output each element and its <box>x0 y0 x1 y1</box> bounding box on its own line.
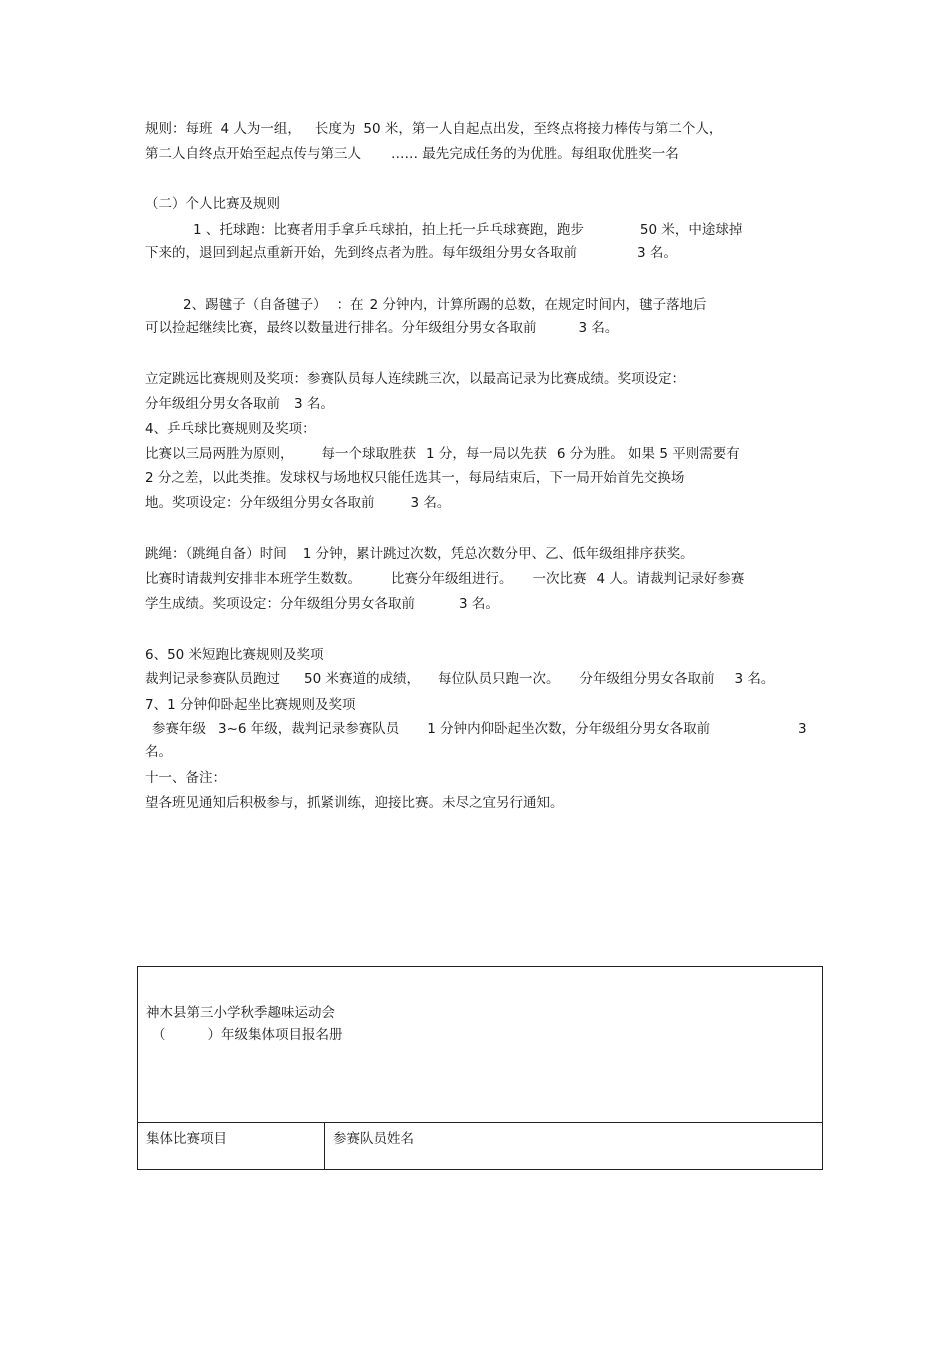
text-segment: 6 分为胜。 如果 5 平则需要有 <box>556 446 740 462</box>
column-header-members: 参赛队员姓名 <box>333 1131 414 1147</box>
text-segment: 3 名。 <box>410 495 451 511</box>
form-title: 神木县第三小学秋季趣味运动会 <box>146 1005 335 1021</box>
text-segment: 比赛分年级组进行。 <box>391 571 513 587</box>
sprint-line-1 <box>145 671 774 687</box>
text-segment: 分年级组分男女各取前 <box>579 671 715 687</box>
text-segment: 一次比赛 <box>532 571 587 587</box>
situps-line-2: 名。 <box>145 744 172 760</box>
pingpong-run-line-1 <box>193 222 742 238</box>
text-segment: 规则：每班 <box>145 121 213 137</box>
long-jump-line-2 <box>145 396 334 412</box>
table-tennis-line-3 <box>145 495 450 511</box>
text-segment: 3 名。 <box>734 671 775 687</box>
situps-line-1-tail: 3 <box>798 721 807 737</box>
text-segment: 4 人。请裁判记录好参赛 <box>596 571 745 587</box>
rope-line-3 <box>145 596 499 612</box>
text-segment: 长度为 <box>314 121 356 137</box>
text-segment: 1 、托球跑：比赛者用手拿乒乓球拍，拍上托一乒乓球赛跑，跑步 <box>193 222 584 238</box>
text-segment: 1 分，每一局以先获 <box>426 446 547 462</box>
table-tennis-title: 4、乒乓球比赛规则及奖项： <box>145 421 316 437</box>
text-segment: ：在 <box>336 297 364 313</box>
text-segment: 跳绳：（跳绳自备）时间 <box>145 546 287 562</box>
text-segment: 比赛时请裁判安排非本班学生数数。 <box>145 571 361 587</box>
relay-rule-line-1 <box>145 121 722 137</box>
text-segment: 50 米，中途球掉 <box>639 222 743 238</box>
column-header-event: 集体比赛项目 <box>146 1131 227 1147</box>
text-segment: 学生成绩。奖项设定：分年级组分男女各取前 <box>145 596 415 612</box>
long-jump-line-1: 立定跳远比赛规则及奖项：参赛队员每人连续跳三次，以最高记录为比赛成绩。奖项设定： <box>145 371 685 387</box>
pingpong-run-line-2 <box>145 245 677 261</box>
text-segment: 1 分钟内仰卧起坐次数，分年级组分男女各取前 <box>427 721 711 737</box>
rope-line-2 <box>145 571 744 587</box>
shuttlecock-line-1 <box>183 297 706 313</box>
table-tennis-line-2: 2 分之差，以此类推。发球权与场地权只能任选其一，每局结束后，下一局开始首先交换场 <box>145 470 685 486</box>
notes-line-1: 望各班见通知后积极参与，抓紧训练，迎接比赛。未尽之宜另行通知。 <box>145 795 564 811</box>
text-segment: 可以捡起继续比赛，最终以数量进行排名。分年级组分男女各取前 <box>145 320 537 336</box>
text-segment: 分年级组分男女各取前 <box>145 396 280 412</box>
table-tennis-line-1 <box>145 446 740 462</box>
text-segment: 1 分钟，累计跳过次数，凭总次数分甲、乙、低年级组排序获奖。 <box>302 546 694 562</box>
text-segment: 比赛以三局两胜为原则， <box>145 446 294 462</box>
text-segment: 2、踢毽子（自备毽子） <box>183 297 327 313</box>
text-segment: 2 分钟内，计算所踢的总数，在规定时间内，毽子落地后 <box>369 297 707 313</box>
rope-line-1 <box>145 546 694 562</box>
text-segment: 50 米，第一人自起点出发，至终点将接力棒传与第二个人， <box>363 121 723 137</box>
situps-title: 7、1 分钟仰卧起坐比赛规则及奖项 <box>145 697 356 713</box>
table-divider-vertical <box>324 1122 325 1169</box>
shuttlecock-line-2 <box>145 320 618 336</box>
section-individual-heading: （二）个人比赛及规则 <box>145 196 280 212</box>
text-segment: 50 米赛道的成绩， <box>304 671 420 687</box>
text-segment: ）年级集体项目报名册 <box>207 1027 343 1043</box>
registration-form-table <box>137 966 823 1170</box>
text-segment: …… 最先完成任务的为优胜。每组取优胜奖一名 <box>391 146 679 162</box>
sprint-title: 6、50 米短跑比赛规则及奖项 <box>145 647 324 663</box>
relay-rule-line-2 <box>145 146 679 162</box>
text-segment: 每位队员只跑一次。 <box>437 671 560 687</box>
form-subtitle <box>152 1027 343 1043</box>
text-segment: 每一个球取胜获 <box>321 446 416 462</box>
text-segment: 4 人为一组， <box>220 121 301 137</box>
situps-line-1 <box>152 721 710 737</box>
text-segment: 裁判记录参赛队员跑过 <box>145 671 280 687</box>
text-segment: 3~6 年级，裁判记录参赛队员 <box>218 721 400 737</box>
text-segment: 3 名。 <box>294 396 334 412</box>
text-segment: 3 名。 <box>578 320 619 336</box>
text-segment: 第二人自终点开始至起点传与第三人 <box>145 146 361 162</box>
notes-title: 十一、备注： <box>145 770 226 786</box>
text-segment: 地。奖项设定：分年级组分男女各取前 <box>145 495 375 511</box>
table-divider-horizontal <box>138 1122 822 1123</box>
text-segment: 参赛年级 <box>152 721 206 737</box>
text-segment: （ <box>152 1027 166 1043</box>
text-segment: 3 名。 <box>459 596 499 612</box>
text-segment: 下来的，退回到起点重新开始，先到终点者为胜。每年级组分男女各取前 <box>145 245 577 261</box>
text-segment: 3 名。 <box>637 245 677 261</box>
